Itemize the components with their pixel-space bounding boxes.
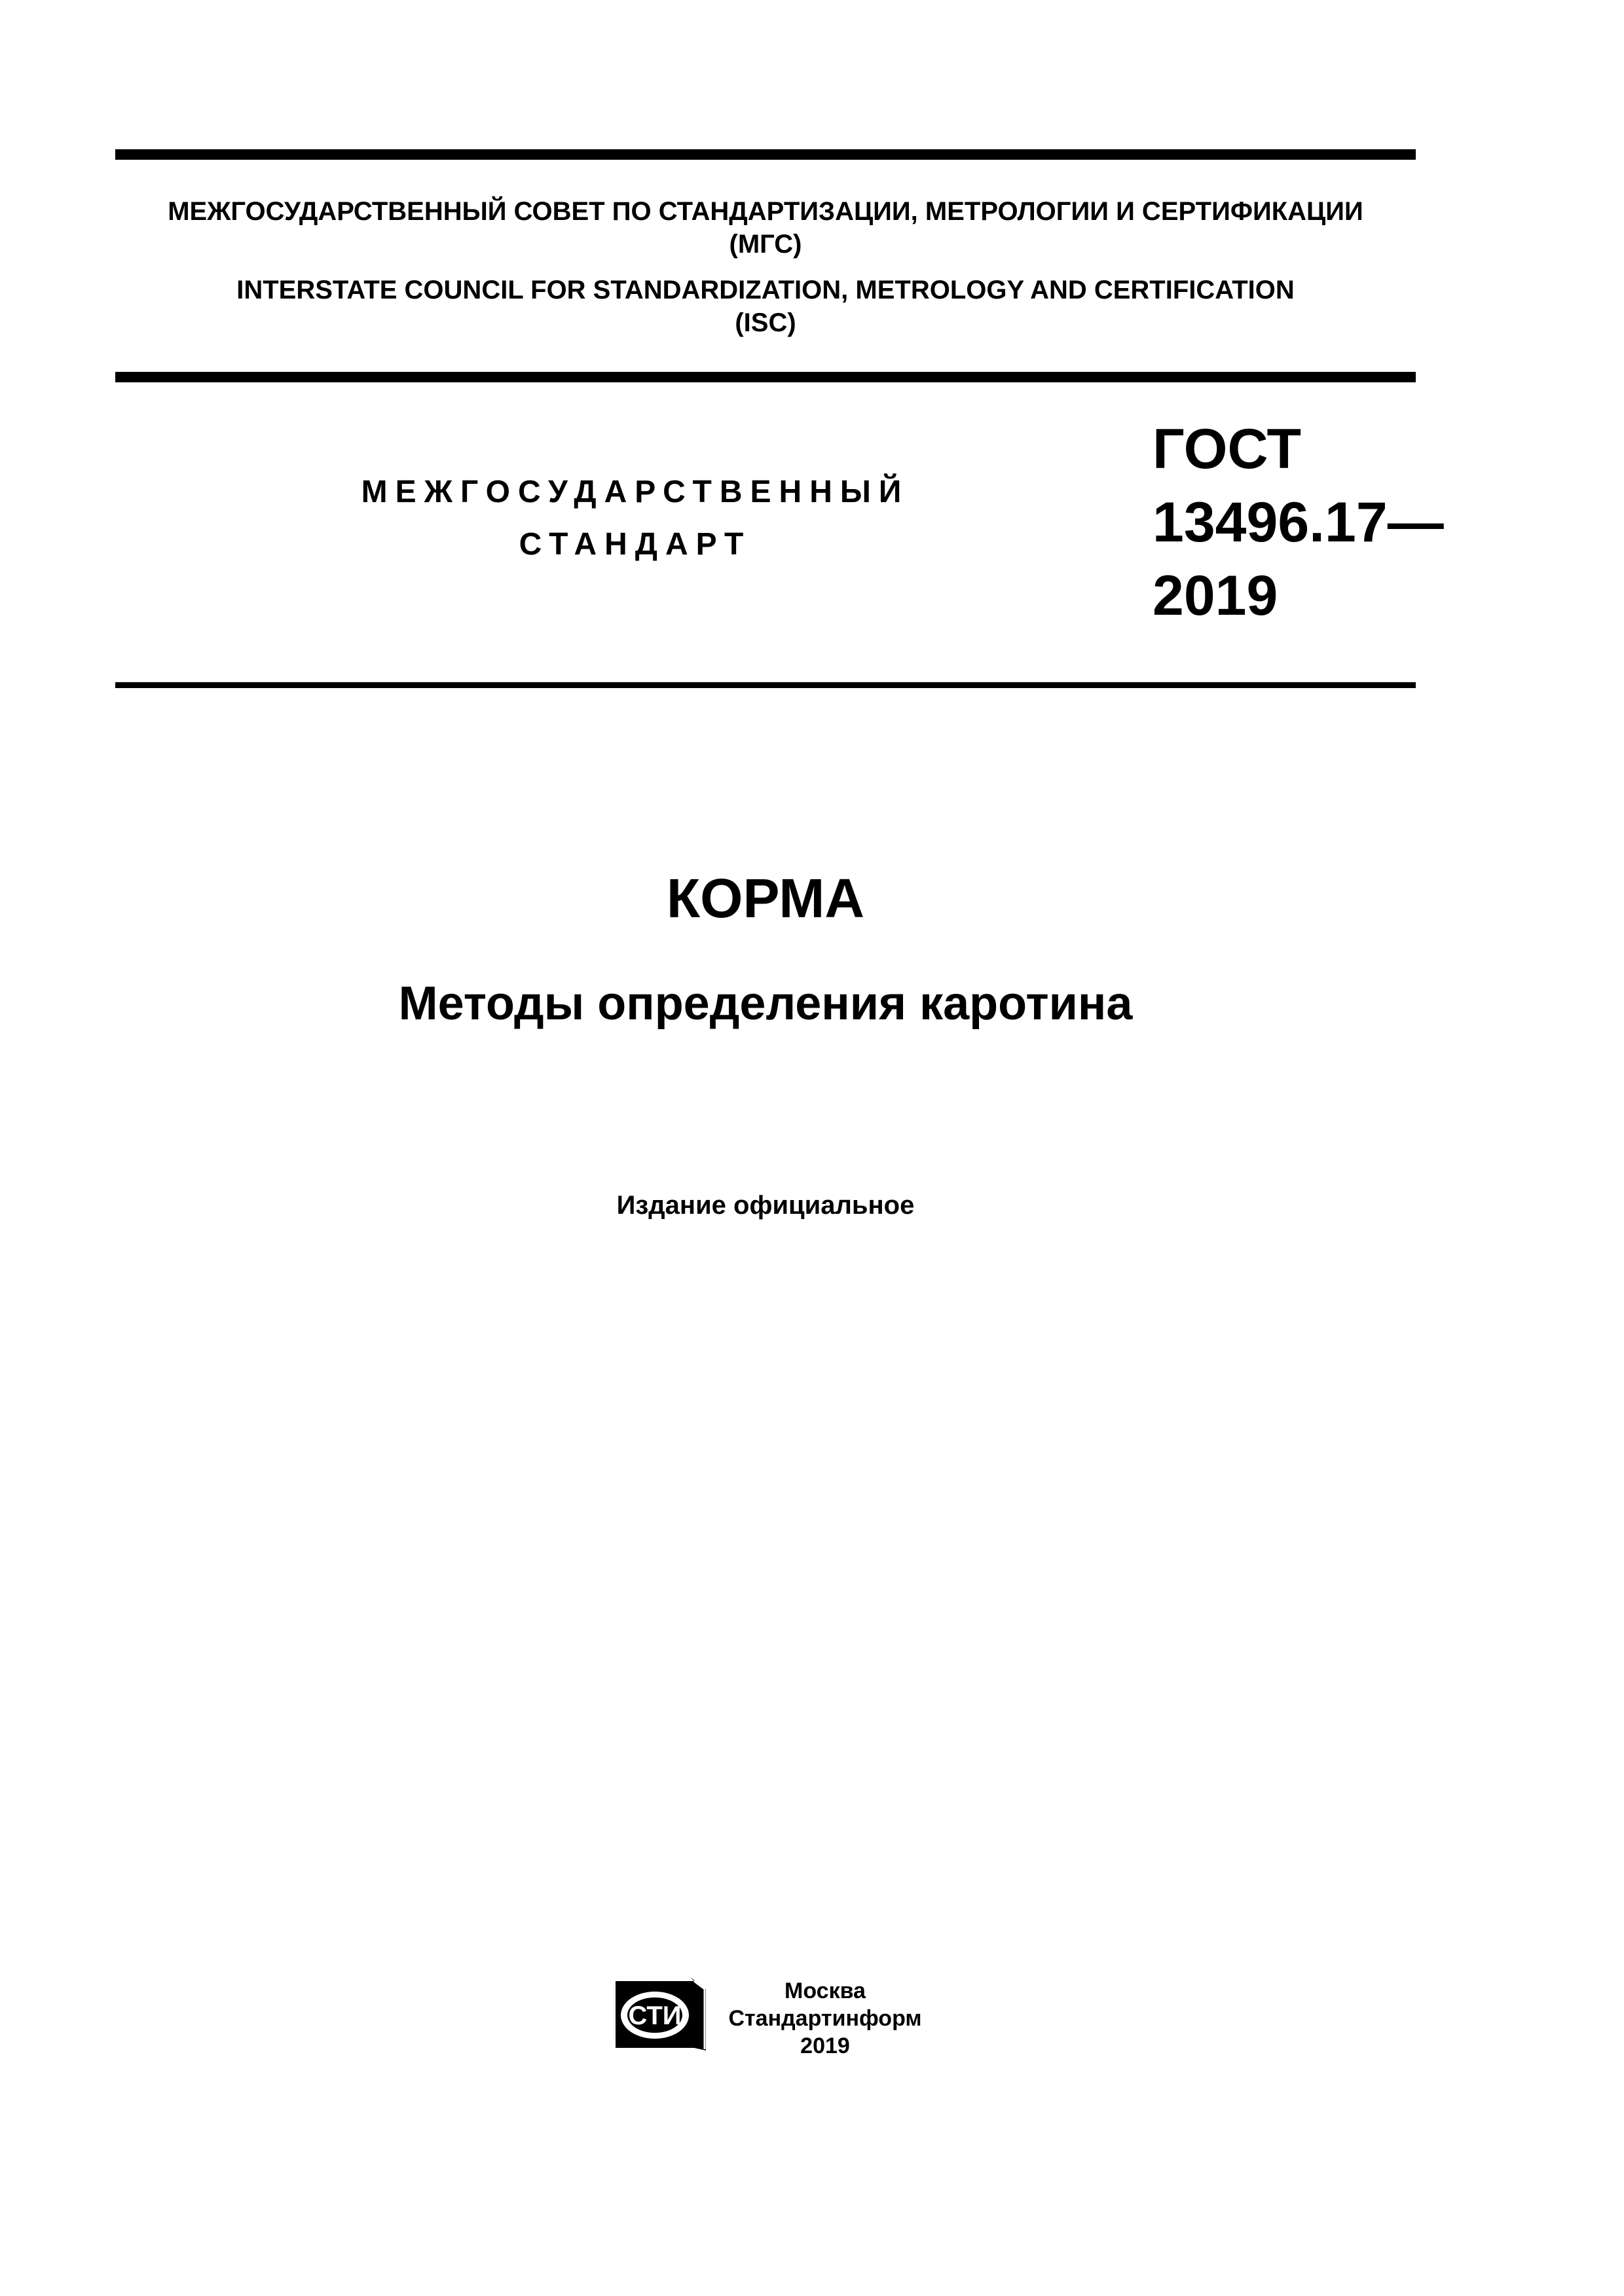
publisher-name: Стандартинформ [728,2006,922,2031]
council-abbr-en: (ISC) [735,308,796,337]
document-title: КОРМА [666,867,865,929]
lower-rule [115,682,1416,688]
middle-rule [115,372,1416,382]
council-name-ru [115,195,1416,261]
council-name-en-line: INTERSTATE COUNCIL FOR STANDARDIZATION, METROLOGY AND CERTIFICATION [236,276,1295,304]
council-name-en [115,274,1416,339]
publisher-year: 2019 [800,2033,850,2058]
council-name-ru-line: МЕЖГОСУДАРСТВЕННЫЙ СОВЕТ ПО СТАНДАРТИЗАЦИИ, МЕТРОЛОГИИ И СЕРТИФИКАЦИИ [168,197,1363,226]
gost-label: ГОСТ [1153,418,1302,481]
publisher-block [714,1977,936,2060]
document-subtitle: Методы определения каротина [398,977,1133,1030]
standard-type-line1: МЕЖГОСУДАРСТВЕННЫЙ [361,475,910,509]
gost-number: 13496.17— [1153,491,1444,554]
top-rule [115,149,1416,160]
standard-type [275,466,995,571]
publisher-city: Москва [784,1978,866,2003]
standard-type-line2: СТАНДАРТ [519,527,752,562]
standartinform-logo-icon [613,1976,709,2053]
edition-label: Издание официальное [616,1191,915,1220]
logo-text: СТИ [628,2001,682,2030]
council-abbr-ru: (МГС) [729,230,802,259]
gost-year: 2019 [1153,564,1278,627]
gost-designation [1153,412,1444,632]
